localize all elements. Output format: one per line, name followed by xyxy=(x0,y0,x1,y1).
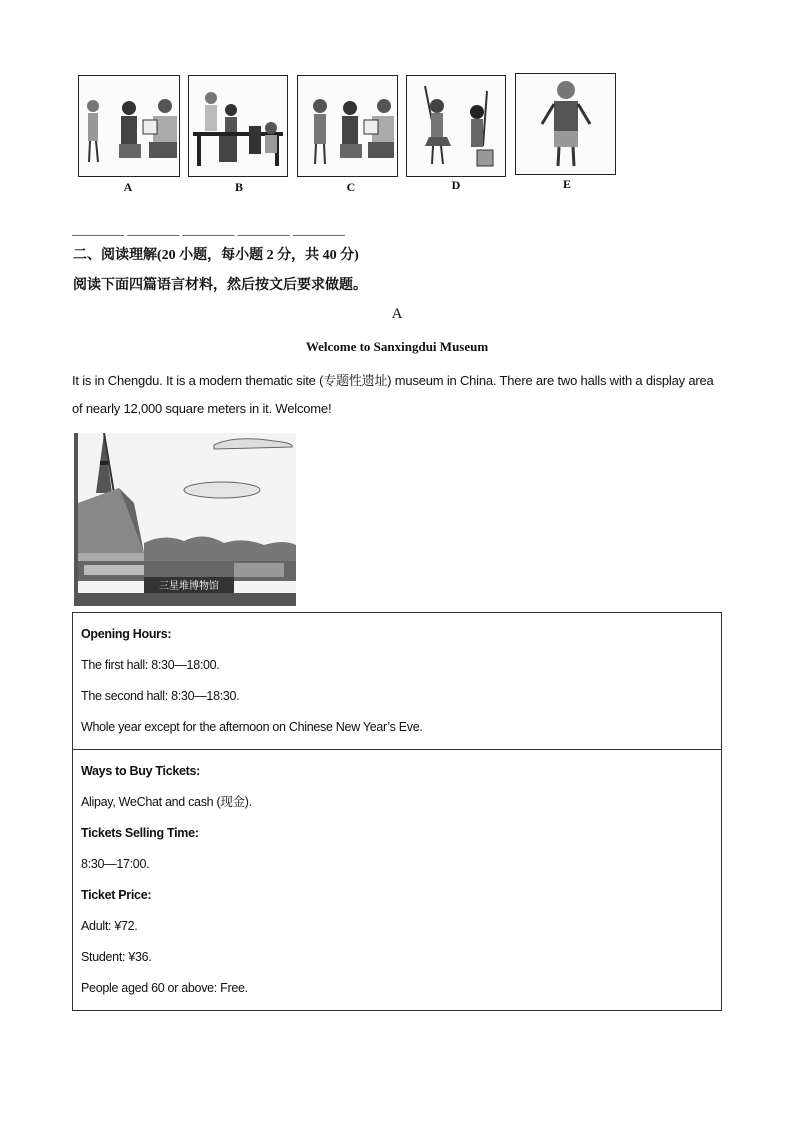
section-instruction: 阅读下面四篇语言材料，然后按文后要求做题。 xyxy=(73,278,367,293)
ticket-price-heading: Ticket Price: xyxy=(81,888,152,902)
ways-heading: Ways to Buy Tickets: xyxy=(81,764,201,778)
picture-a-label: A xyxy=(123,180,133,194)
picture-b xyxy=(188,75,288,177)
dinner-scene-icon xyxy=(189,76,287,176)
senior-price: People aged 60 or above: Free. xyxy=(81,981,248,995)
picture-c-label: C xyxy=(346,180,356,194)
family-scene-icon xyxy=(79,76,179,176)
picture-e-label: E xyxy=(562,177,571,191)
picture-d xyxy=(406,75,506,177)
ways-to-buy: Alipay, WeChat and cash (现金). xyxy=(81,795,252,809)
opening-hours-heading: Opening Hours: xyxy=(81,627,172,641)
tickets-section xyxy=(73,750,722,1011)
opening-hours-section xyxy=(73,613,722,750)
picture-e xyxy=(515,73,616,175)
answer-blanks: ________ ________ ________ ________ ________ xyxy=(72,222,345,237)
student-price: Student: ¥36. xyxy=(81,950,152,964)
selling-time-heading: Tickets Selling Time: xyxy=(81,826,199,840)
museum-building-image xyxy=(74,433,296,606)
family-scene-icon xyxy=(298,76,397,176)
first-hall-hours: The first hall: 8:30—18:00. xyxy=(81,658,220,672)
selling-time: 8:30—17:00. xyxy=(81,857,150,871)
section-title: 二、阅读理解(20 小题，每小题 2 分，共 40 分) xyxy=(73,248,359,263)
picture-b-label: B xyxy=(234,180,243,194)
boy-figure-icon xyxy=(516,74,615,174)
second-hall-hours: The second hall: 8:30—18:30. xyxy=(81,689,240,703)
cleaning-scene-icon xyxy=(407,76,505,176)
passage-paragraph-line-2: of nearly 12,000 square meters in it. Welcome! xyxy=(72,401,332,416)
opening-note: Whole year except for the afternoon on Chinese New Year’s Eve. xyxy=(81,720,423,734)
picture-a xyxy=(78,75,180,177)
picture-d-label: D xyxy=(451,178,461,192)
passage-paragraph-line-1: It is in Chengdu. It is a modern thematic site (专题性遗址) museum in China. There are two halls with a display area xyxy=(72,373,714,388)
passage-title: Welcome to Sanxingdui Museum xyxy=(305,339,489,354)
museum-info-table xyxy=(72,612,722,1011)
museum-photo xyxy=(74,433,296,606)
museum-sign: 三星堆博物馆 xyxy=(159,581,219,592)
passage-letter: A xyxy=(391,306,403,322)
picture-c xyxy=(297,75,398,177)
adult-price: Adult: ¥72. xyxy=(81,919,138,933)
